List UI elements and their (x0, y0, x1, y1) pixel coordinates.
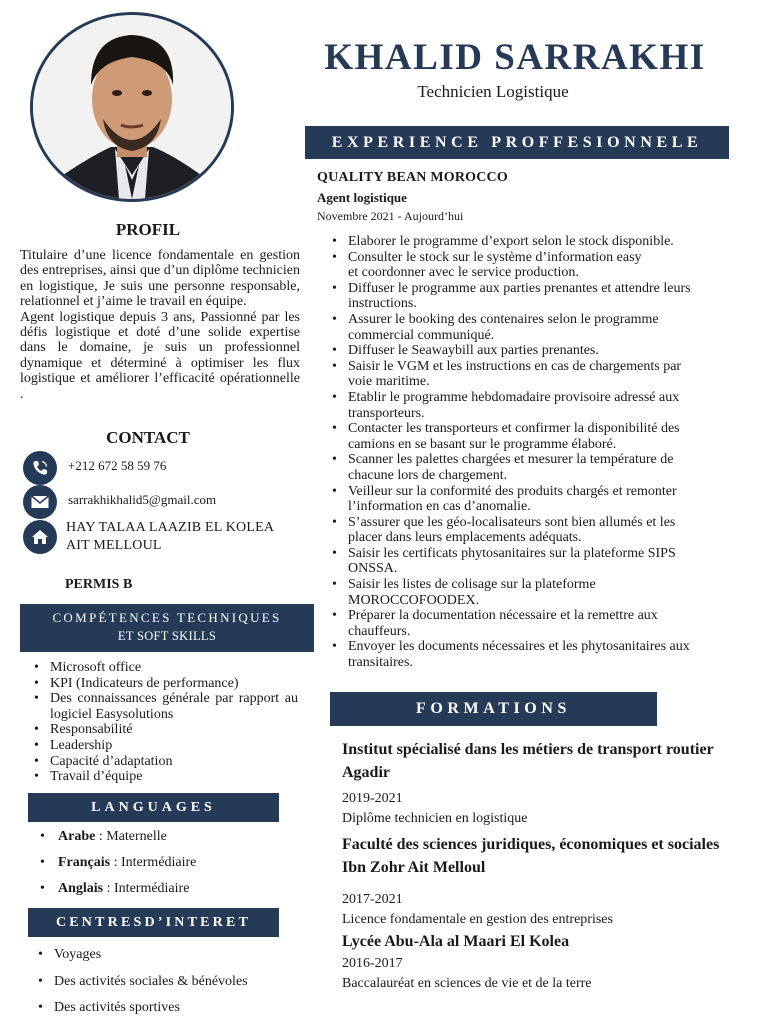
task-item (330, 343, 755, 359)
task-item (330, 281, 755, 312)
task-line: • Envoyer les documents nécessaires et les phytosanitaires aux (348, 639, 690, 655)
task-line: MOROCCOFOODEX. (348, 592, 480, 608)
task-line: • Diffuser le Seawaybill aux parties prenantes. (348, 343, 599, 359)
phone-number[interactable]: +212 672 58 59 76 (68, 458, 167, 473)
education-degree: Licence fondamentale en gestion des entreprises (342, 912, 613, 927)
profile-text (20, 248, 300, 402)
task-line: placer dans leurs emplacements adéquats. (348, 530, 582, 546)
list-item (38, 880, 196, 906)
task-line: ONSSA. (348, 561, 398, 577)
contact-heading: CONTACT (106, 428, 190, 447)
education-years: 2016-2017 (342, 956, 403, 971)
task-line: • Diffuser le programme aux parties prenantes et attendre leurs (348, 280, 691, 296)
list-item: • Des activités sociales & bénévoles (36, 973, 248, 1000)
task-item (330, 312, 755, 343)
list-item: • Des connaissances générale par rapport au logiciel Easysolutions (32, 691, 298, 722)
profile-photo (30, 12, 234, 202)
list-item: • Travail d’équipe (32, 769, 298, 785)
school-name (342, 930, 762, 953)
interests-list (36, 946, 248, 1024)
education-years: 2019-2021 (342, 791, 403, 806)
school-name-line: Institut spécialisé dans les métiers de transport routier (342, 741, 714, 758)
experience-heading: EXPERIENCE PROFFESIONNELE (305, 126, 729, 159)
profile-paragraph: Agent logistique depuis 3 ans, Passionné par les défis logistique et doté d’une solide expertise dans le domaine, je suis un professionnel dynamique et déterminé à optimiser les flux logistique et améliorer l’efficacité opérationnelle . (20, 309, 300, 402)
skills-heading (20, 604, 314, 652)
task-item (330, 484, 755, 515)
company-name: QUALITY BEAN MOROCCO (317, 170, 508, 185)
profile-paragraph: Titulaire d’une licence fondamentale en gestion des entreprises, ainsi que d’un diplôme technicien en logistique, Je suis une personne responsable, relationnel et j’aime le travail en équipe. (20, 248, 300, 310)
task-item (330, 390, 755, 421)
job-role: Agent logistique (317, 190, 407, 205)
address-line: AIT MELLOUL (66, 538, 162, 553)
list-item: • Responsabilité (32, 722, 298, 738)
list-item: • Capacité d’adaptation (32, 754, 298, 770)
language-name: Français (58, 855, 111, 870)
school-name-line: Faculté des sciences juridiques, économiques et sociales (342, 836, 720, 853)
task-item (330, 639, 755, 670)
task-line: • Saisir le VGM et les instructions en cas de chargements par (348, 358, 682, 374)
task-line: • Etablir le programme hebdomadaire provisoire adressé aux (348, 389, 680, 405)
task-item (330, 250, 755, 281)
education-years: 2017-2021 (342, 892, 403, 907)
language-level: : Intermédiaire (110, 855, 197, 870)
task-line: commercial communiqué. (348, 327, 495, 343)
education-degree: Diplôme technicien en logistique (342, 811, 528, 826)
task-item (330, 577, 755, 608)
languages-list (38, 828, 196, 906)
mail-icon (23, 485, 57, 519)
list-item: • Leadership (32, 738, 298, 754)
task-line: transitaires. (348, 655, 413, 671)
task-line: • Préparer la documentation nécessaire et la remettre aux (348, 608, 658, 624)
task-line: chauffeurs. (348, 623, 411, 639)
school-name-line: Lycée Abu-Ala al Maari El Kolea (342, 933, 570, 950)
task-line: • Consulter le stock sur le système d’information easy (348, 249, 642, 265)
school-name (342, 833, 762, 879)
language-level: : Intermédiaire (103, 881, 190, 896)
phone-icon (23, 451, 57, 485)
task-line: • Veilleur sur la conformité des produits chargés et remonter (348, 483, 677, 499)
skills-heading-line: COMPÉTENCES TECHNIQUES (52, 610, 282, 625)
task-item (330, 421, 755, 452)
task-item (330, 234, 755, 250)
task-line: • Elaborer le programme d’export selon le stock disponible. (348, 234, 674, 249)
task-line: et coordonner avec le service production. (348, 265, 579, 281)
school-name (342, 738, 762, 784)
task-line: chacune lors de chargement. (348, 467, 508, 483)
list-item: • Microsoft office (32, 660, 298, 676)
skills-list (32, 660, 298, 785)
task-line: • S’assurer que les géo-localisateurs sont bien allumés et les (348, 514, 676, 530)
list-item: • KPI (Indicateurs de performance) (32, 676, 298, 692)
task-line: • Contacter les transporteurs et confirmer la disponibilité des (348, 421, 680, 437)
email-address[interactable]: sarrakhikhalid5@gmail.com (68, 492, 217, 507)
task-list (330, 234, 755, 671)
task-item (330, 515, 755, 546)
home-icon (23, 520, 57, 554)
languages-heading: LANGUAGES (28, 793, 279, 822)
task-item (330, 608, 755, 639)
task-line: camions en se basant sur le programme élaboré. (348, 436, 617, 452)
task-line: • Assurer le booking des contenaires selon le programme (348, 311, 659, 327)
job-title: Technicien Logistique (417, 82, 569, 101)
task-line: voie maritime. (348, 374, 430, 390)
job-dates: Novembre 2021 - Aujourd’hui (317, 209, 464, 223)
portrait-image (33, 15, 231, 199)
task-line: l’information en cas d’anomalie. (348, 499, 531, 515)
education-degree: Baccalauréat en sciences de vie et de la terre (342, 976, 592, 991)
interests-heading: CENTRESD’INTERET (28, 908, 279, 937)
education-heading: FORMATIONS (330, 692, 657, 726)
list-item (38, 828, 196, 854)
skills-heading-line: ET SOFT SKILLS (117, 629, 217, 643)
task-line: transporteurs. (348, 405, 425, 421)
task-item (330, 359, 755, 390)
list-item (38, 854, 196, 880)
school-name-line: Ibn Zohr Ait Melloul (342, 859, 486, 876)
school-name-line: Agadir (342, 764, 390, 781)
task-line: instructions. (348, 296, 417, 312)
task-line: • Saisir les listes de colisage sur la plateforme (348, 577, 596, 593)
language-level: : Maternelle (95, 829, 167, 844)
address-line: HAY TALAA LAAZIB EL KOLEA (66, 520, 275, 535)
task-line: • Saisir les certificats phytosanitaires sur la plateforme SIPS (348, 545, 676, 561)
language-name: Anglais (58, 881, 104, 896)
task-line: • Scanner les palettes chargées et mesurer la température de (348, 452, 674, 468)
driving-license: PERMIS B (65, 577, 133, 592)
profile-heading: PROFIL (115, 220, 181, 239)
task-item (330, 546, 755, 577)
candidate-name: KHALID SARRAKHI (324, 37, 706, 78)
task-item (330, 452, 755, 483)
address (66, 519, 274, 555)
list-item: • Voyages (36, 946, 248, 973)
list-item: • Des activités sportives (36, 999, 248, 1024)
language-name: Arabe (58, 829, 96, 844)
